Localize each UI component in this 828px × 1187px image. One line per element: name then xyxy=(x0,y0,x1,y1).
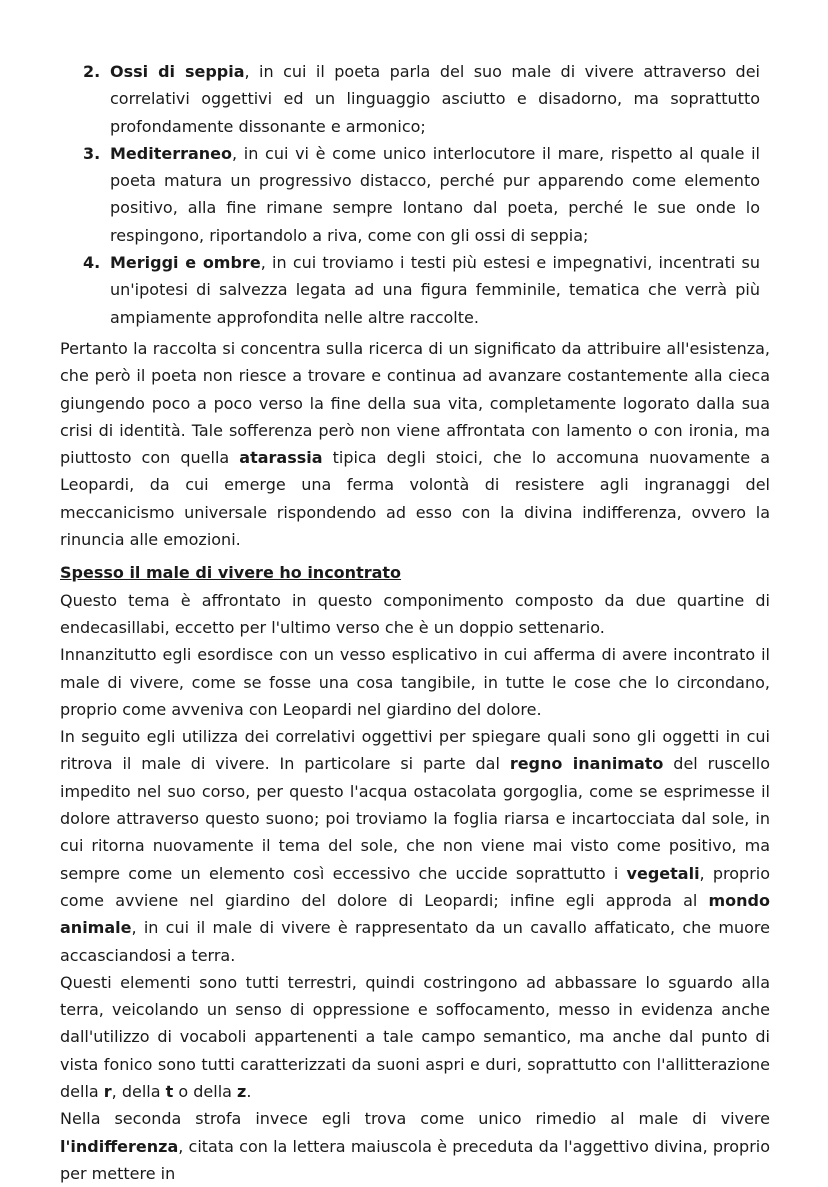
text-run: del ruscello impedito nel suo corso, per questo l'acqua ostacolata gorgoglia, come se esprimesse il dolore attraverso questo suono; poi troviamo la foglia riarsa e incartocciata dal sole, in cui ritorna nuovamente il tema del sole, che non viene mai visto come positivo, ma sempre come un elemento così eccessivo che uccide soprattutto i xyxy=(60,754,771,883)
text-run: , proprio come avviene nel giardino del dolore di Leopardi; infine egli approda al xyxy=(60,863,771,910)
list-item xyxy=(60,140,760,249)
text-run: o della xyxy=(173,1081,238,1101)
list-item-text: , in cui troviamo i testi più estesi e impegnativi, incentrati su un'ipotesi di salvezza legata ad una figura femminile, tematica che verrà più ampiamente approfondita nelle altre raccolte. xyxy=(110,253,761,327)
bold-term: atarassia xyxy=(239,448,323,468)
list-number: 3. xyxy=(83,143,101,163)
paragraph-second-stanza xyxy=(60,1105,770,1187)
text-run: Questi elementi sono tutti terrestri, quindi costringono ad abbassare lo sguardo alla terra, veicolando un senso di oppressione e soffocamento, messo in evidenza anche dall'utilizzo di vocaboli appartenenti a tale campo semantico, ma anche dal punto di vista fonico sono tutti caratterizzati da suoni aspri e duri, soprattutto con l'allitterazione della xyxy=(60,972,770,1101)
section-title: Meriggi e ombre xyxy=(110,253,261,273)
bold-term: r xyxy=(103,1081,112,1101)
bold-term: vegetali xyxy=(626,863,700,883)
text-run: , citata con la lettera maiuscola è preceduta da l'aggettivo divina, proprio per mettere in xyxy=(60,1136,770,1183)
section-title: Mediterraneo xyxy=(110,143,233,163)
paragraph-theme: Questo tema è affrontato in questo componimento composto da due quartine di endecasillabi, eccetto per l'ultimo verso che è un doppio settenario. xyxy=(60,590,770,637)
section-title: Ossi di seppia xyxy=(110,62,245,81)
text-run: Nella seconda strofa invece egli trova come unico rimedio al male di vivere xyxy=(60,1109,770,1129)
collection-sections-list xyxy=(60,58,770,331)
text-run: tipica degli stoici, che lo accomuna nuovamente a Leopardi, da cui emerge una ferma volontà di resistere agli ingranaggi del meccanicismo universale rispondendo ad esso con la divina indifferenza, ovvero la rinuncia alle emozioni. xyxy=(60,448,771,550)
text-run: . xyxy=(246,1081,252,1101)
paragraph-summary xyxy=(60,335,770,553)
paragraph-sounds xyxy=(60,969,770,1105)
bold-term: z xyxy=(237,1081,247,1101)
list-item-text: , in cui vi è come unico interlocutore il mare, rispetto al quale il poeta matura un progressivo distacco, perché pur apparendo come elemento positivo, alla fine rimane sempre lontano dal poeta, perché le sue onde lo respingono, riportandolo a riva, come con gli ossi di seppia; xyxy=(110,143,760,245)
list-item xyxy=(60,249,760,331)
bold-term: t xyxy=(165,1081,174,1101)
bold-term: l'indifferenza xyxy=(60,1136,179,1156)
list-item-text: , in cui il poeta parla del suo male di vivere attraverso dei correlativi oggettivi ed un linguaggio asciutto e disadorno, ma soprattutto profondamente dissonante e armonico; xyxy=(110,62,760,136)
text-run: , in cui il male di vivere è rappresentato da un cavallo affaticato, che muore accasciandosi a terra. xyxy=(60,918,770,965)
text-run: Pertanto la raccolta si concentra sulla ricerca di un significato da attribuire all'esistenza, che però il poeta non riesce a trovare e continua ad avanzare costantemente alla cieca giungendo poco a poco verso la fine della sua vita, completamente logorato dalla sua crisi di identità. Tale sofferenza però non viene affrontata con lamento o con ironia, ma piuttosto con quella xyxy=(60,338,770,468)
text-run: In seguito egli utilizza dei correlativi oggettivi per spiegare quali sono gli oggetti in cui ritrova il male di vivere. In particolare si parte dal xyxy=(60,727,770,774)
paragraph-correlatives xyxy=(60,723,770,969)
paragraph-opening: Innanzitutto egli esordisce con un vesso esplicativo in cui afferma di avere incontrato il male di vivere, come se fosse una cosa tangibile, in tutte le cose che lo circondano, proprio come avveniva con Leopardi nel giardino del dolore. xyxy=(60,645,770,719)
list-item xyxy=(60,58,760,140)
poem-heading: Spesso il male di vivere ho incontrato xyxy=(60,563,402,583)
bold-term: regno inanimato xyxy=(509,754,664,774)
bold-term: mondo animale xyxy=(60,890,770,938)
list-number: 2. xyxy=(83,62,101,81)
text-run: , della xyxy=(111,1081,166,1101)
list-number: 4. xyxy=(83,253,101,273)
